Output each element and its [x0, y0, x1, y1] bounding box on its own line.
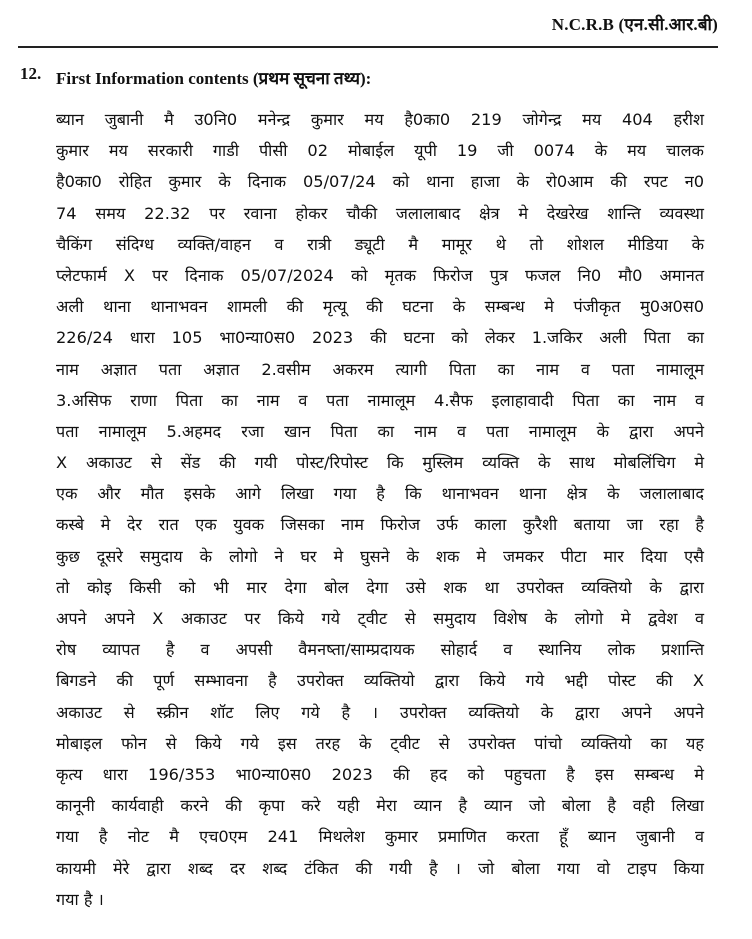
page-header-org: N.C.R.B (एन.सी.आर.बी) — [551, 15, 718, 34]
body-line: कानूनी कार्यवाही करने की कृपा करे यही मेरा व्यान है व्यान जो बोला है वही लिखा — [56, 796, 704, 816]
section-title: First Information contents (प्रथम सूचना तथ्य): — [56, 69, 372, 88]
body-line: कुमार मय सरकारी गाडी पीसी 02 मोबाईल यूपी 19 जी 0074 के मय चालक — [56, 141, 704, 161]
body-line: पता नामालूम 5.अहमद रजा खान पिता का नाम व पता नामालूम के द्वारा अपने — [56, 421, 704, 441]
body-line: 74 समय 22.32 पर रवाना होकर चौकी जलालाबाद क्षेत्र मे देखरेख शान्ति व्यवस्था — [56, 203, 704, 223]
body-line: X अकाउट से सेंड की गयी पोस्ट/रिपोस्ट कि मुस्लिम व्यक्ति के साथ मोबलिंचिग मे — [56, 453, 704, 473]
body-line: गया है । — [56, 889, 104, 909]
body-line: कस्बे मे देर रात एक युवक जिसका नाम फिरोज उर्फ काला कुरैशी बताया जा रहा है — [56, 515, 704, 535]
body-line: गया है नोट मै एच0एम 241 मिथलेश कुमार प्रमाणित करता हूँ ब्यान जुबानी व — [56, 827, 704, 847]
body-line: 226/24 धारा 105 भा0न्या0स0 2023 की घटना को लेकर 1.जकिर अली पिता का — [56, 328, 704, 348]
header-divider — [18, 46, 718, 48]
body-line: अली थाना थानाभवन शामली की मृत्यू की घटना के सम्बन्ध मे पंजीकृत मु0अ0स0 — [56, 297, 704, 317]
section-number: 12. — [20, 64, 42, 83]
body-line: बिगडने की पूर्ण सम्भावना है उपरोक्त व्यक्तियो द्वारा किये गये भद्दी पोस्ट की X — [56, 671, 704, 691]
body-line: 3.असिफ राणा पिता का नाम व पता नामालूम 4.सैफ इलाहावादी पिता का नाम व — [56, 390, 704, 410]
body-line: नाम अज्ञात पता अज्ञात 2.वसीम अकरम त्यागी पिता का नाम व पता नामालूम — [56, 359, 704, 379]
body-line: कायमी मेरे द्वारा शब्द दर शब्द टंकित की गयी है । जो बोला गया वो टाइप किया — [56, 858, 704, 878]
body-line: अकाउट से स्क्रीन शॉट लिए गये है । उपरोक्त व्यक्तियो के द्वारा अपने अपने — [56, 702, 704, 722]
body-line: कृत्य धारा 196/353 भा0न्या0स0 2023 की हद को पहुचता है इस सम्बन्ध मे — [56, 764, 704, 784]
body-line: चैकिंग संदिग्ध व्यक्ति/वाहन व रात्री ड्यूटी मै मामूर थे तो शोशल मीडिया के — [56, 234, 704, 254]
body-line: रोष व्यापत है व अपसी वैमनष्ता/साम्प्रदायक सोहार्द व स्थानिय लोक प्रशान्ति — [56, 640, 704, 660]
body-line: अपने अपने X अकाउट पर किये गये ट्वीट से समुदाय विशेष के लोगो मे द्ववेश व — [56, 609, 704, 628]
first-information-body — [56, 104, 704, 915]
body-line: कुछ दूसरे समुदाय के लोगो ने घर मे घुसने के शक मे जमकर पीटा मार दिया एसै — [56, 546, 704, 566]
body-line: ब्यान जुबानी मै उ0नि0 मनेन्द्र कुमार मय है0का0 219 जोगेन्द्र मय 404 हरीश — [56, 110, 704, 129]
body-line: प्लेटफार्म X पर दिनाक 05/07/2024 को मृतक फिरोज पुत्र फजल नि0 मौ0 अमानत — [56, 265, 704, 285]
body-line: है0का0 रोहित कुमार के दिनाक 05/07/24 को थाना हाजा के रो0आम की रपट न0 — [56, 172, 704, 192]
body-line: एक और मौत इसके आगे लिखा गया है कि थानाभवन थाना क्षेत्र के जलालाबाद — [56, 484, 704, 504]
body-line: तो कोइ किसी को भी मार देगा बोल देगा उसे शक था उपरोक्त व्यक्तियो के द्वारा — [56, 577, 704, 597]
body-line: मोबाइल फोन से किये गये इस तरह के ट्वीट से उपरोक्त पांचो व्यक्तियो का यह — [56, 733, 704, 753]
